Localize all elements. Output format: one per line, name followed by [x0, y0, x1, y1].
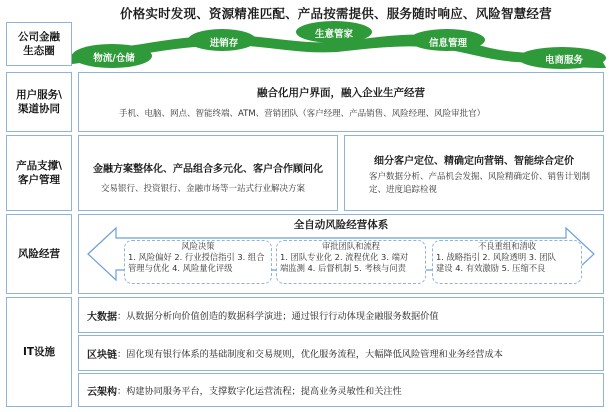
approval-team-line2: 端监测 4. 后督机制 5. 考核与问责 — [280, 263, 406, 274]
risk-title: 全自动风险经营体系 — [293, 219, 389, 231]
approval-team-line1: 1. 团队专业化 2. 流程优化 3. 端对 — [280, 252, 409, 263]
npl-restructure-box — [432, 240, 582, 284]
row-label-it: IT设施 — [6, 297, 72, 407]
risk-decision-box — [124, 240, 272, 284]
user-service-title: 融合化用户界面，融入企业生产经营 — [257, 87, 425, 99]
wave-label-info-management: 信息管理 — [428, 38, 467, 49]
wave-label-ecommerce: 电商服务 — [544, 55, 583, 66]
cloud-head: 云架构 — [87, 386, 117, 398]
it-row-blockchain — [78, 335, 604, 371]
npl-restructure-title: 不良重组和清收 — [477, 241, 537, 251]
npl-restructure-line1: 1. 战略指引 2. 风险透明 3. 团队 — [436, 252, 556, 263]
row-label-risk: 风险经营 — [6, 214, 72, 294]
customer-targeting-text: 客户数据分析、产品机会发掘、风险精确定价、销售计划制定、进度追踪检视 — [369, 172, 591, 196]
risk-decision-line2: 管理与优化 4. 风险量化评级 — [128, 263, 233, 274]
risk-decision-title: 风险决策 — [181, 241, 215, 251]
ecosystem-label: 公司金融 生态圈 — [6, 22, 72, 66]
blockchain-head: 区块链 — [87, 349, 117, 361]
it-row-cloud — [78, 373, 604, 407]
wave-label-logistics: 物流/仓储 — [93, 53, 135, 64]
it-row-big-data — [78, 297, 604, 333]
product-solution-title: 金融方案整体化、产品组合多元化、客户合作顾问化 — [93, 164, 323, 175]
customer-targeting-title: 细分客户定位、精确定向营销、智能综合定价 — [374, 156, 574, 167]
big-data-head: 大数据 — [87, 311, 117, 323]
product-solution-text: 交易银行、投资银行、金融市场等一站式行业解决方案 — [101, 184, 306, 194]
row-label-product-support: 产品支撑\ 客户管理 — [6, 135, 72, 211]
blockchain-text: ：固化现有银行体系的基础制度和交易规则，优化服务流程，大幅降低风险管理和业务经营成本 — [117, 349, 503, 360]
wave-label-inventory: 进销存 — [209, 38, 239, 49]
customer-targeting-panel — [344, 135, 604, 211]
risk-decision-line1: 1. 风险偏好 2. 行业授信指引 3. 组合 — [128, 252, 265, 263]
row-label-user-service: 用户服务\ 渠道协同 — [6, 72, 72, 132]
diagram-title: 价格实时发现、资源精准匹配、产品按需提供、服务随时响应、风险智慧经营 — [120, 6, 552, 21]
npl-restructure-line2: 建设 4. 有效激励 5. 压缩不良 — [436, 263, 546, 274]
user-service-panel — [78, 72, 604, 132]
big-data-text: ：从数据分析向价值创造的数据科学演进；通过银行行动体现金融服务数据价值 — [117, 311, 439, 322]
approval-team-title: 审批团队和流程 — [321, 241, 381, 251]
product-solution-panel — [78, 135, 338, 211]
approval-team-box — [276, 240, 426, 284]
user-service-text: 手机、电脑、网点、智能终端、ATM、营销团队（客户经理、产品销售、风险经理、风险审批官） — [119, 109, 486, 119]
cloud-text: ：构建协同服务平台，支撑数字化运营流程；提高业务灵敏性和关注性 — [117, 386, 402, 397]
wave-label-business-manager: 生意管家 — [314, 29, 353, 40]
